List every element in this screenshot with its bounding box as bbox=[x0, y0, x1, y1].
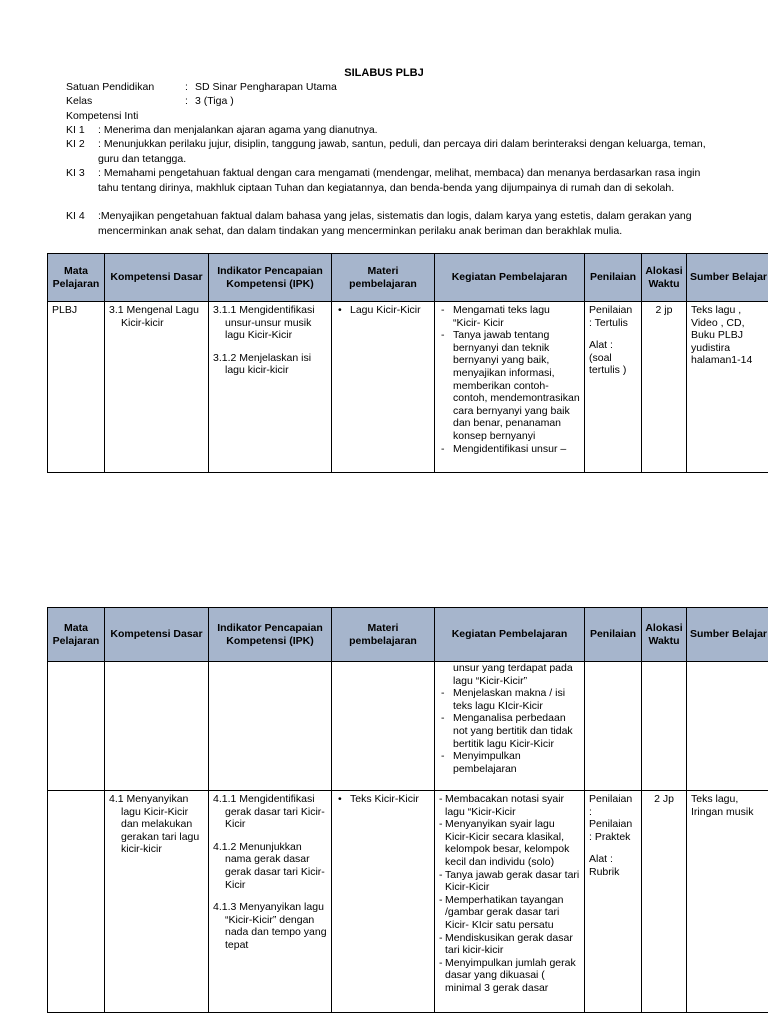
cell-ipk bbox=[209, 791, 332, 1013]
table-header-row bbox=[48, 254, 768, 302]
cell-materi bbox=[332, 662, 435, 791]
ipk-item: 4.1.1 Mengidentifikasi gerak dasar tari Kicir-Kicir bbox=[213, 793, 325, 831]
ki1-text: : Menerima dan menjalankan ajaran agama yang dianutnya. bbox=[98, 124, 378, 136]
cell-alokasi: 2 jp bbox=[642, 302, 687, 473]
kegiatan-continuation: unsur yang terdapat pada lagu “Kicir-Kicir” bbox=[453, 662, 573, 687]
cell-kegiatan bbox=[435, 302, 585, 473]
cell-mapel bbox=[48, 791, 105, 1013]
kegiatan-item: - Memperhatikan tayangan /gambar gerak dasar tari Kicir- KIcir satu persatu bbox=[439, 894, 580, 932]
header-kd: Kompetensi Dasar bbox=[105, 608, 209, 662]
kelas-label: Kelas bbox=[66, 95, 93, 107]
header-penilaian: Penilaian bbox=[585, 254, 642, 302]
cell-kegiatan bbox=[435, 791, 585, 1013]
syllabus-table-1 bbox=[47, 253, 768, 473]
header-materi: Materi pembelajaran bbox=[332, 254, 435, 302]
penilaian-item: Alat : (soal tertulis ) bbox=[589, 339, 627, 377]
cell-ipk bbox=[209, 662, 332, 791]
kelas-colon: : bbox=[185, 95, 188, 107]
kompetensi-inti-heading: Kompetensi Inti bbox=[66, 110, 139, 122]
cell-kd bbox=[105, 302, 209, 473]
cell-alokasi bbox=[642, 662, 687, 791]
header-ipk: Indikator Pencapaian Kompetensi (IPK) bbox=[209, 608, 332, 662]
cell-kd bbox=[105, 662, 209, 791]
cell-sumber: Teks lagu, Iringan musik bbox=[687, 791, 768, 1013]
kegiatan-item: - Mengidentifikasi unsur – bbox=[439, 443, 580, 456]
kegiatan-item: - Membacakan notasi syair lagu “Kicir-Kicir bbox=[439, 793, 580, 818]
kegiatan-item: - Tanya jawab gerak dasar tari Kicir-Kicir bbox=[439, 869, 580, 894]
header-kegiatan: Kegiatan Pembelajaran bbox=[435, 254, 585, 302]
header-mapel: Mata Pelajaran bbox=[48, 254, 105, 302]
penilaian-item: Penilaian : Tertulis bbox=[589, 304, 633, 329]
table-header-row bbox=[48, 608, 768, 662]
ki3-text: : Memahami pengetahuan faktual dengan cara mengamati (mendengar, melihat, membaca) dan menanya berdasarkan rasa ingin tahu tentang dirinya, makhluk ciptaan Tuhan dan kegiatannya, dan benda-benda yang dijumpainya di rumah dan di sekolah. bbox=[98, 167, 701, 194]
kegiatan-item: - Tanya jawab tentang bernyanyi dan teknik bernyanyi yang baik, menyajikan informasi, memberikan contoh-contoh, mendemontrasikan cara bernyanyi yang baik dan benar, penanaman konsep bernyanyi bbox=[439, 329, 580, 442]
header-ipk: Indikator Pencapaian Kompetensi (IPK) bbox=[209, 254, 332, 302]
table-row bbox=[48, 662, 768, 791]
header-sumber: Sumber Belajar bbox=[687, 254, 768, 302]
kegiatan-item: - Mengamati teks lagu “Kicir- Kicir bbox=[439, 304, 580, 329]
syllabus-table-2 bbox=[47, 607, 768, 1013]
kegiatan-item: - Mendiskusikan gerak dasar tari kicir-kicir bbox=[439, 932, 580, 957]
kd-text: 4.1 Menyanyikan lagu Kicir-Kicir dan melakukan gerakan tari lagu kicir-kicir bbox=[109, 793, 200, 856]
materi-item: • Teks Kicir-Kicir bbox=[336, 793, 430, 806]
satuan-label: Satuan Pendidikan bbox=[66, 81, 155, 93]
cell-sumber bbox=[687, 662, 768, 791]
page-title: SILABUS PLBJ bbox=[344, 67, 424, 79]
ki4-text: :Menyajikan pengetahuan faktual dalam bahasa yang jelas, sistematis dan logis, dalam karya yang estetis, dalam gerakan yang mencerminkan anak sehat, dan dalam tindakan yang mencerminkan perilaku anak beriman dan berakhlak mulia. bbox=[98, 210, 692, 237]
ipk-item: 4.1.3 Menyanyikan lagu “Kicir-Kicir” dengan nada dan tempo yang tepat bbox=[213, 901, 327, 951]
cell-sumber: Teks lagu , Video , CD, Buku PLBJ yudistira halaman1-14 bbox=[687, 302, 768, 473]
satuan-colon: : bbox=[185, 81, 188, 93]
ipk-item: 3.1.1 Mengidentifikasi unsur-unsur musik lagu Kicir-Kicir bbox=[213, 304, 315, 342]
materi-item: • Lagu Kicir-Kicir bbox=[336, 304, 430, 317]
ki2-code: KI 2 bbox=[66, 138, 85, 150]
kelas-value: 3 (Tiga ) bbox=[195, 95, 234, 107]
kegiatan-item: - Menyimpulkan jumlah gerak dasar yang dikuasai ( minimal 3 gerak dasar bbox=[439, 957, 580, 995]
ipk-item: 4.1.2 Menunjukkan nama gerak dasar gerak dasar tari Kicir-Kicir bbox=[213, 840, 325, 891]
table-row bbox=[48, 302, 768, 473]
ki4-code: KI 4 bbox=[66, 210, 85, 222]
ki3-code: KI 3 bbox=[66, 167, 85, 179]
kegiatan-item: - Menganalisa perbedaan not yang bertitik dan tidak bertitik lagu Kicir-Kicir bbox=[439, 712, 580, 750]
penilaian-item: Penilaian : bbox=[589, 793, 633, 818]
header-kd: Kompetensi Dasar bbox=[105, 254, 209, 302]
kegiatan-item: - Menyimpulkan pembelajaran bbox=[439, 750, 580, 775]
table-row bbox=[48, 791, 768, 1013]
kd-text: 3.1 Mengenal Lagu Kicir-kicir bbox=[109, 304, 199, 329]
cell-alokasi: 2 Jp bbox=[642, 791, 687, 1013]
penilaian-item: Alat : Rubrik bbox=[589, 853, 620, 878]
cell-kegiatan bbox=[435, 662, 585, 791]
header-alokasi: Alokasi Waktu bbox=[642, 608, 687, 662]
satuan-value: SD Sinar Pengharapan Utama bbox=[195, 81, 337, 93]
header-materi: Materi pembelajaran bbox=[332, 608, 435, 662]
header-mapel: Mata Pelajaran bbox=[48, 608, 105, 662]
header-sumber: Sumber Belajar bbox=[687, 608, 768, 662]
cell-materi bbox=[332, 302, 435, 473]
header-kegiatan: Kegiatan Pembelajaran bbox=[435, 608, 585, 662]
ki1-code: KI 1 bbox=[66, 124, 85, 136]
kegiatan-item: - Menjelaskan makna / isi teks lagu KIcir-Kicir bbox=[439, 687, 580, 712]
cell-materi bbox=[332, 791, 435, 1013]
cell-penilaian bbox=[585, 791, 642, 1013]
kegiatan-item: - Menyanyikan syair lagu Kicir-Kicir secara klasikal, kelompok besar, kelompok kecil dan individu (solo) bbox=[439, 818, 580, 868]
cell-penilaian bbox=[585, 662, 642, 791]
ipk-item: 3.1.2 Menjelaskan isi lagu kicir-kicir bbox=[213, 351, 312, 377]
cell-mapel: PLBJ bbox=[48, 302, 105, 473]
ki2-text: : Menunjukkan perilaku jujur, disiplin, tanggung jawab, santun, peduli, dan percaya diri dalam berinteraksi dengan keluarga, teman, guru dan tetangga. bbox=[98, 138, 706, 165]
header-penilaian: Penilaian bbox=[585, 608, 642, 662]
penilaian-item: Penilaian : Praktek bbox=[589, 818, 633, 843]
cell-kd bbox=[105, 791, 209, 1013]
header-alokasi: Alokasi Waktu bbox=[642, 254, 687, 302]
cell-ipk bbox=[209, 302, 332, 473]
cell-mapel bbox=[48, 662, 105, 791]
cell-penilaian bbox=[585, 302, 642, 473]
